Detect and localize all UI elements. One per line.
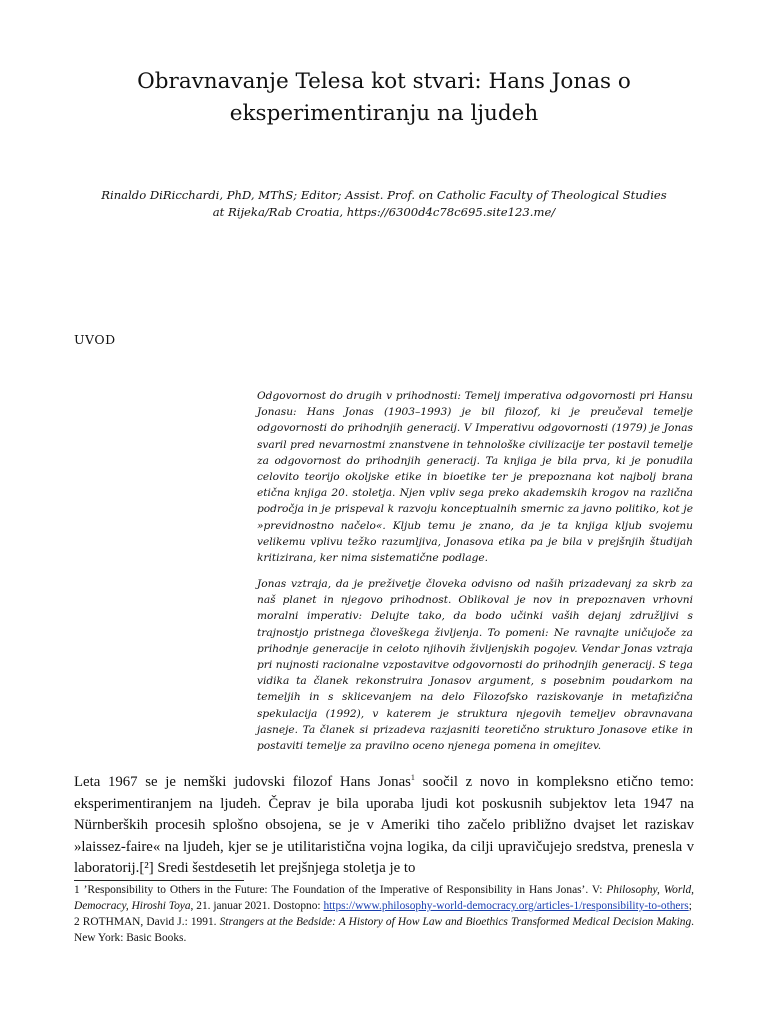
title-line-1: Obravnavanje Telesa kot stvari: Hans Jonas o: [137, 69, 631, 94]
footnotes: [74, 882, 694, 946]
abstract-paragraph-2: Jonas vztraja, da je preživetje človeka odvisno od naših prizadevanj za skrb za naš planet in njegovo prihodnost. Oblikoval je nov in prepoznaven vrhovni moralni imperativ: Delujte tako, da bodo učinki vaših dejanj združljivi s trajnostjo pristnega človeškega življenja. To pomeni: Ne ravnajte uničujoče za prihodnje generacije in celoto njihovih življenjskih pogojev. Vendar Jonas vztraja pri nujnosti racionalne vzpostavitve odgovornosti do prihodnjih generacij. S tega vidika ta članek rekonstruira Jonasov argument, s posebnim poudarkom na temeljih in s sklicevanjem na delo Filozofsko raziskovanje in metafizična spekulacija (1992), v katerem je struktura njegovih temeljev obravnavana jasneje. Ta članek si prizadeva razjasniti teoretično strukturo Jonasove etike in postaviti temelje za pravilno oceno njenega pomena in omejitev.: [257, 578, 693, 753]
footnote-ref-2[interactable]: [²]: [139, 860, 154, 877]
body-paragraph: [74, 772, 694, 880]
section-heading: UVOD: [74, 332, 116, 347]
document-title: [60, 66, 708, 130]
footnote-2-prefix: 2 ROTHMAN, David J.: 1991.: [74, 916, 220, 928]
author-byline: [80, 187, 688, 221]
body-text-part-1: Leta 1967 se je nemški judovski filozof Hans Jonas: [74, 774, 411, 790]
footnote-2: [74, 914, 694, 946]
author-line-1: Rinaldo DiRicchardi, PhD, MThS; Editor; Assist. Prof. on Catholic Faculty of Theological Studies: [101, 188, 667, 202]
abstract-paragraph-1: Odgovornost do drugih v prihodnosti: Temelj imperativa odgovornosti pri Hansu Jonasu: Hans Jonas (1903–1993) je bil filozof, ki je preučeval temelje odgovornosti do prihodnjih generacij. V Imperativu odgovornosti (1979) je Jonas svaril pred nevarnostmi znanstvene in tehnološke civilizacije ter postavil temelje za odgovornost do prihodnjih generacij. Ta knjiga je bila prva, ki je ponudila celovito teorijo okoljske etike in bioetike ter je prepoznana kot najbolj brana etična knjiga 20. stoletja. Njen vpliv sega preko akademskih krogov na različna področja in je prispeval k razvoju konceptualnih smernic za javno politiko, kot je »previdnostno načelo«. Kljub temu je znano, da je ta knjiga kljub svojemu velikemu vplivu težko razumljiva, Jonasova etika pa je bila v prejšnjih študijah kritizirana, ker nima sistematične podlage.: [257, 390, 693, 565]
author-line-2: at Rijeka/Rab Croatia, https://6300d4c78c695.site123.me/: [212, 205, 556, 219]
footnote-separator: [74, 880, 244, 881]
footnote-1-prefix: 1 ’Responsibility to Others in the Future: The Foundation of the Imperative of Responsibility in Hans Jonas’. V:: [74, 884, 607, 896]
footnote-1: [74, 882, 694, 914]
footnote-1-link[interactable]: https://www.philosophy-world-democracy.org/articles-1/responsibility-to-others: [323, 900, 689, 912]
body-text-part-3: Sredi šestdesetih let prejšnjega stoletja je to: [153, 860, 416, 877]
title-line-2: eksperimentiranju na ljudeh: [229, 101, 539, 126]
footnote-2-suffix: . New York: Basic Books.: [74, 916, 695, 944]
footnote-2-book-title: Strangers at the Bedside: A History of How Law and Bioethics Transformed Medical Decision Making: [219, 916, 692, 928]
footnote-1-suffix: ;: [688, 900, 692, 912]
body-text-part-2: soočil z novo in kompleksno etično temo: eksperimentiranjem na ljudeh. Čeprav je bila uporaba ljudi kot poskusnih subjektov leta 1947 na Nürnberških procesih splošno obsojena, se je v Ameriki tiho začelo približno dvajset let raziskav »laissez-faire« na ljudeh, kjer se je utilitaristična vojna logika, da cilji upravičujejo sredstva, prenesla v laboratorij.: [74, 774, 694, 877]
footnote-ref-1[interactable]: 1: [410, 773, 415, 783]
footnote-1-middle: , 21. januar 2021. Dostopno:: [190, 900, 324, 912]
footnote-1-source: Philosophy, World, Democracy, Hiroshi Toya: [74, 884, 694, 912]
